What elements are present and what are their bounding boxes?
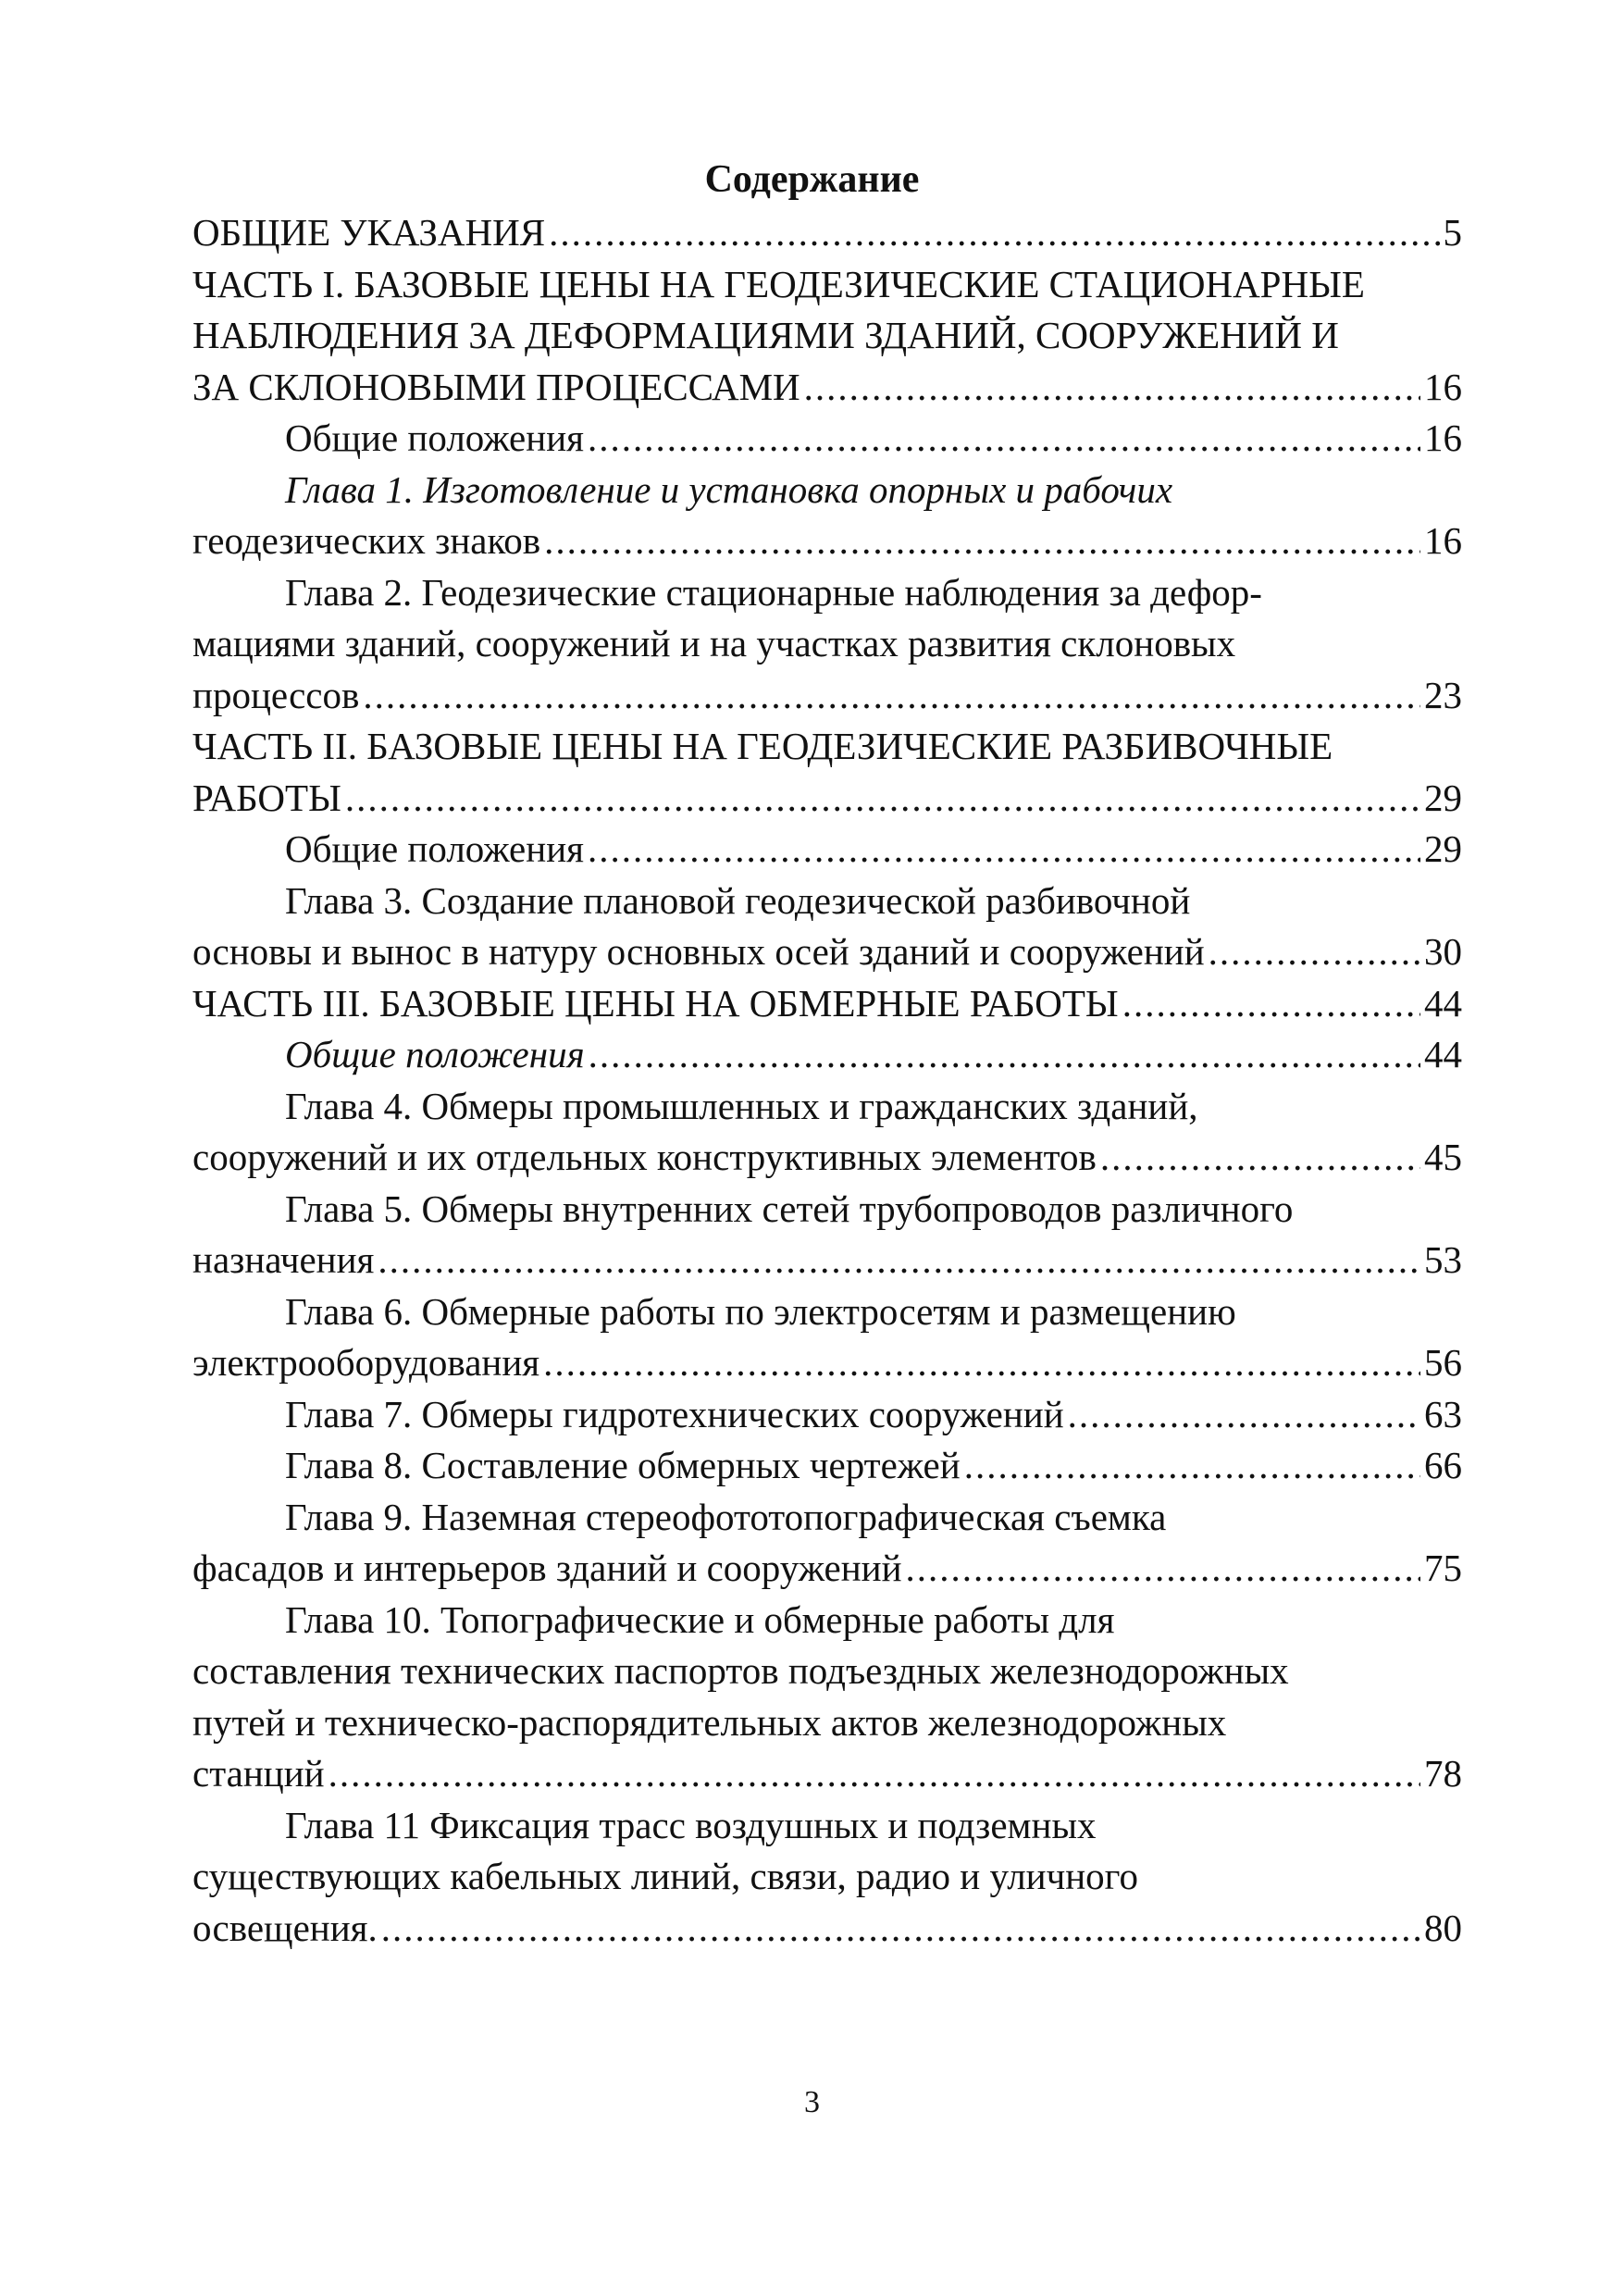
toc-entry-text: ЗА СКЛОНОВЫМИ ПРОЦЕССАМИ bbox=[192, 365, 800, 408]
dot-leader bbox=[549, 207, 1439, 259]
toc-entry-text: процессов bbox=[192, 673, 360, 716]
toc-entry-page: 80 bbox=[1424, 1906, 1462, 1949]
toc-entry-text: Глава 5. Обмеры внутренних сетей трубопроводов различного bbox=[285, 1186, 1294, 1230]
toc-entry-line bbox=[192, 1029, 1462, 1081]
toc-entry-page: 44 bbox=[1424, 1033, 1462, 1075]
toc-entry-page: 16 bbox=[1424, 416, 1462, 459]
toc-entry-text: ЧАСТЬ III. БАЗОВЫЕ ЦЕНЫ НА ОБМЕРНЫЕ РАБОТЫ bbox=[192, 981, 1119, 1025]
toc-entry-page: 56 bbox=[1424, 1341, 1462, 1384]
toc-entry-line bbox=[192, 516, 1462, 567]
toc-entry-page: 78 bbox=[1424, 1752, 1462, 1795]
toc-entry-line bbox=[192, 1389, 1462, 1441]
dot-leader bbox=[588, 824, 1420, 876]
dot-leader bbox=[345, 773, 1420, 825]
toc-entry-chapter-11 bbox=[192, 1800, 1462, 1955]
toc-entry-line bbox=[192, 978, 1462, 1030]
toc-entry-line bbox=[192, 824, 1462, 876]
toc-entry-line bbox=[192, 1543, 1462, 1595]
toc-entry-text: существующих кабельных линий, связи, радио и уличного bbox=[192, 1855, 1138, 1897]
toc-entry-line bbox=[192, 413, 1462, 465]
toc-entry-text: Глава 1. Изготовление и установка опорных и рабочих bbox=[285, 467, 1173, 511]
toc-entry-general-provisions-2 bbox=[192, 824, 1462, 876]
toc-entry-line bbox=[192, 773, 1462, 825]
toc-entry-text: электрооборудования bbox=[192, 1341, 540, 1384]
toc-entry-page: 5 bbox=[1443, 211, 1462, 254]
dot-leader bbox=[1100, 1132, 1420, 1184]
toc-entry-page: 44 bbox=[1424, 981, 1462, 1025]
dot-leader bbox=[964, 1440, 1420, 1492]
toc-entry-text: Общие положения bbox=[285, 416, 584, 459]
toc-entry-text: Глава 2. Геодезические стационарные наблюдения за дефор- bbox=[285, 570, 1262, 614]
toc-entry-text: основы и вынос в натуру основных осей зданий и сооружений bbox=[192, 930, 1205, 973]
page-title: Содержание bbox=[704, 158, 920, 201]
toc-entry-page: 23 bbox=[1424, 673, 1462, 716]
toc-entry-text: Глава 7. Обмеры гидротехнических сооружений bbox=[285, 1392, 1064, 1435]
toc-entry-page: 16 bbox=[1424, 519, 1462, 562]
toc-entry-text: Глава 8. Составление обмерных чертежей bbox=[285, 1444, 961, 1486]
dot-leader bbox=[1209, 926, 1420, 978]
toc-entry-line bbox=[192, 1748, 1462, 1800]
dot-leader bbox=[1122, 978, 1420, 1030]
dot-leader bbox=[804, 362, 1420, 414]
toc-entry-text: НАБЛЮДЕНИЯ ЗА ДЕФОРМАЦИЯМИ ЗДАНИЙ, СООРУЖЕНИЙ И bbox=[192, 314, 1339, 356]
toc-entry-general-provisions-3 bbox=[192, 1029, 1462, 1081]
dot-leader bbox=[1068, 1389, 1420, 1441]
toc-entry-part-2 bbox=[192, 721, 1462, 824]
toc-entry-chapter-8 bbox=[192, 1440, 1462, 1492]
toc-entry-page: 30 bbox=[1424, 930, 1462, 973]
toc-entry-text: освещения. bbox=[192, 1906, 378, 1949]
toc-entry-chapter-3 bbox=[192, 876, 1462, 978]
toc-entry-text: станций bbox=[192, 1752, 325, 1795]
toc-entry-text: Глава 10. Топографические и обмерные работы для bbox=[285, 1597, 1115, 1641]
toc-entry-line bbox=[192, 670, 1462, 722]
dot-leader bbox=[363, 670, 1420, 722]
toc-entry-chapter-7 bbox=[192, 1389, 1462, 1441]
toc-entry-page: 75 bbox=[1424, 1547, 1462, 1589]
toc-entry-text: составления технических паспортов подъездных железнодорожных bbox=[192, 1649, 1289, 1692]
toc-entry-page: 29 bbox=[1424, 776, 1462, 819]
toc-entry-text: Глава 9. Наземная стереофототопографическая съемка bbox=[285, 1495, 1167, 1538]
dot-leader bbox=[378, 1235, 1420, 1286]
toc-entry-chapter-4 bbox=[192, 1081, 1462, 1184]
toc-entry-text: Общие положения bbox=[285, 827, 584, 870]
toc-entry-text: РАБОТЫ bbox=[192, 776, 341, 819]
toc-entry-line bbox=[192, 1440, 1462, 1492]
toc-entry-line bbox=[192, 1132, 1462, 1184]
toc-entry-line bbox=[192, 926, 1462, 978]
toc-entry-general-instructions bbox=[192, 207, 1462, 259]
toc-entry-text: фасадов и интерьеров зданий и сооружений bbox=[192, 1547, 902, 1589]
toc-entry-text: Общие положения bbox=[285, 1033, 585, 1075]
toc-entry-text: путей и техническо-распорядительных актов железнодорожных bbox=[192, 1700, 1227, 1744]
toc-entry-text: мациями зданий, сооружений и на участках развития склоновых bbox=[192, 622, 1236, 665]
toc-entry-text: Глава 11 Фиксация трасс воздушных и подземных bbox=[285, 1803, 1097, 1846]
toc-entry-chapter-6 bbox=[192, 1286, 1462, 1389]
toc-entry-text: сооружений и их отдельных конструктивных элементов bbox=[192, 1136, 1097, 1178]
toc-entry-text: геодезических знаков bbox=[192, 519, 541, 562]
toc-entry-page: 63 bbox=[1424, 1392, 1462, 1435]
dot-leader bbox=[543, 1337, 1420, 1389]
toc-entry-part-3 bbox=[192, 978, 1462, 1030]
dot-leader bbox=[381, 1903, 1420, 1955]
toc-entry-line bbox=[192, 1903, 1462, 1955]
dot-leader bbox=[589, 1029, 1420, 1081]
toc-entry-page: 29 bbox=[1424, 827, 1462, 870]
dot-leader bbox=[588, 413, 1420, 465]
toc-entry-line bbox=[192, 207, 1462, 259]
dot-leader bbox=[544, 516, 1420, 567]
toc-entry-text: Глава 6. Обмерные работы по электросетям и размещению bbox=[285, 1289, 1236, 1333]
toc-entry-line bbox=[192, 1235, 1462, 1286]
toc-entry-chapter-9 bbox=[192, 1492, 1462, 1595]
dot-leader bbox=[906, 1543, 1420, 1595]
toc-entry-page: 66 bbox=[1424, 1444, 1462, 1486]
dot-leader bbox=[329, 1748, 1420, 1800]
toc-entry-text: назначения bbox=[192, 1238, 375, 1281]
page-number: 3 bbox=[804, 2085, 820, 2119]
toc-entry-text: ЧАСТЬ II. БАЗОВЫЕ ЦЕНЫ НА ГЕОДЕЗИЧЕСКИЕ РАЗБИВОЧНЫЕ bbox=[192, 725, 1333, 767]
toc-entry-chapter-1 bbox=[192, 465, 1462, 567]
toc-entry-chapter-5 bbox=[192, 1184, 1462, 1286]
toc-entry-text: ЧАСТЬ I. БАЗОВЫЕ ЦЕНЫ НА ГЕОДЕЗИЧЕСКИЕ СТАЦИОНАРНЫЕ bbox=[192, 262, 1365, 305]
table-of-contents bbox=[192, 207, 1462, 1954]
toc-entry-page: 16 bbox=[1424, 365, 1462, 408]
toc-entry-page: 53 bbox=[1424, 1238, 1462, 1281]
toc-entry-chapter-2 bbox=[192, 567, 1462, 722]
toc-entry-general-provisions-1 bbox=[192, 413, 1462, 465]
toc-entry-page: 45 bbox=[1424, 1136, 1462, 1178]
toc-entry-part-1 bbox=[192, 259, 1462, 414]
toc-entry-chapter-10 bbox=[192, 1595, 1462, 1800]
toc-entry-line bbox=[192, 362, 1462, 414]
toc-entry-text: Глава 4. Обмеры промышленных и гражданских зданий, bbox=[285, 1084, 1198, 1127]
toc-entry-line bbox=[192, 1337, 1462, 1389]
toc-entry-text: ОБЩИЕ УКАЗАНИЯ bbox=[192, 211, 546, 254]
toc-entry-text: Глава 3. Создание плановой геодезической разбивочной bbox=[285, 878, 1191, 922]
